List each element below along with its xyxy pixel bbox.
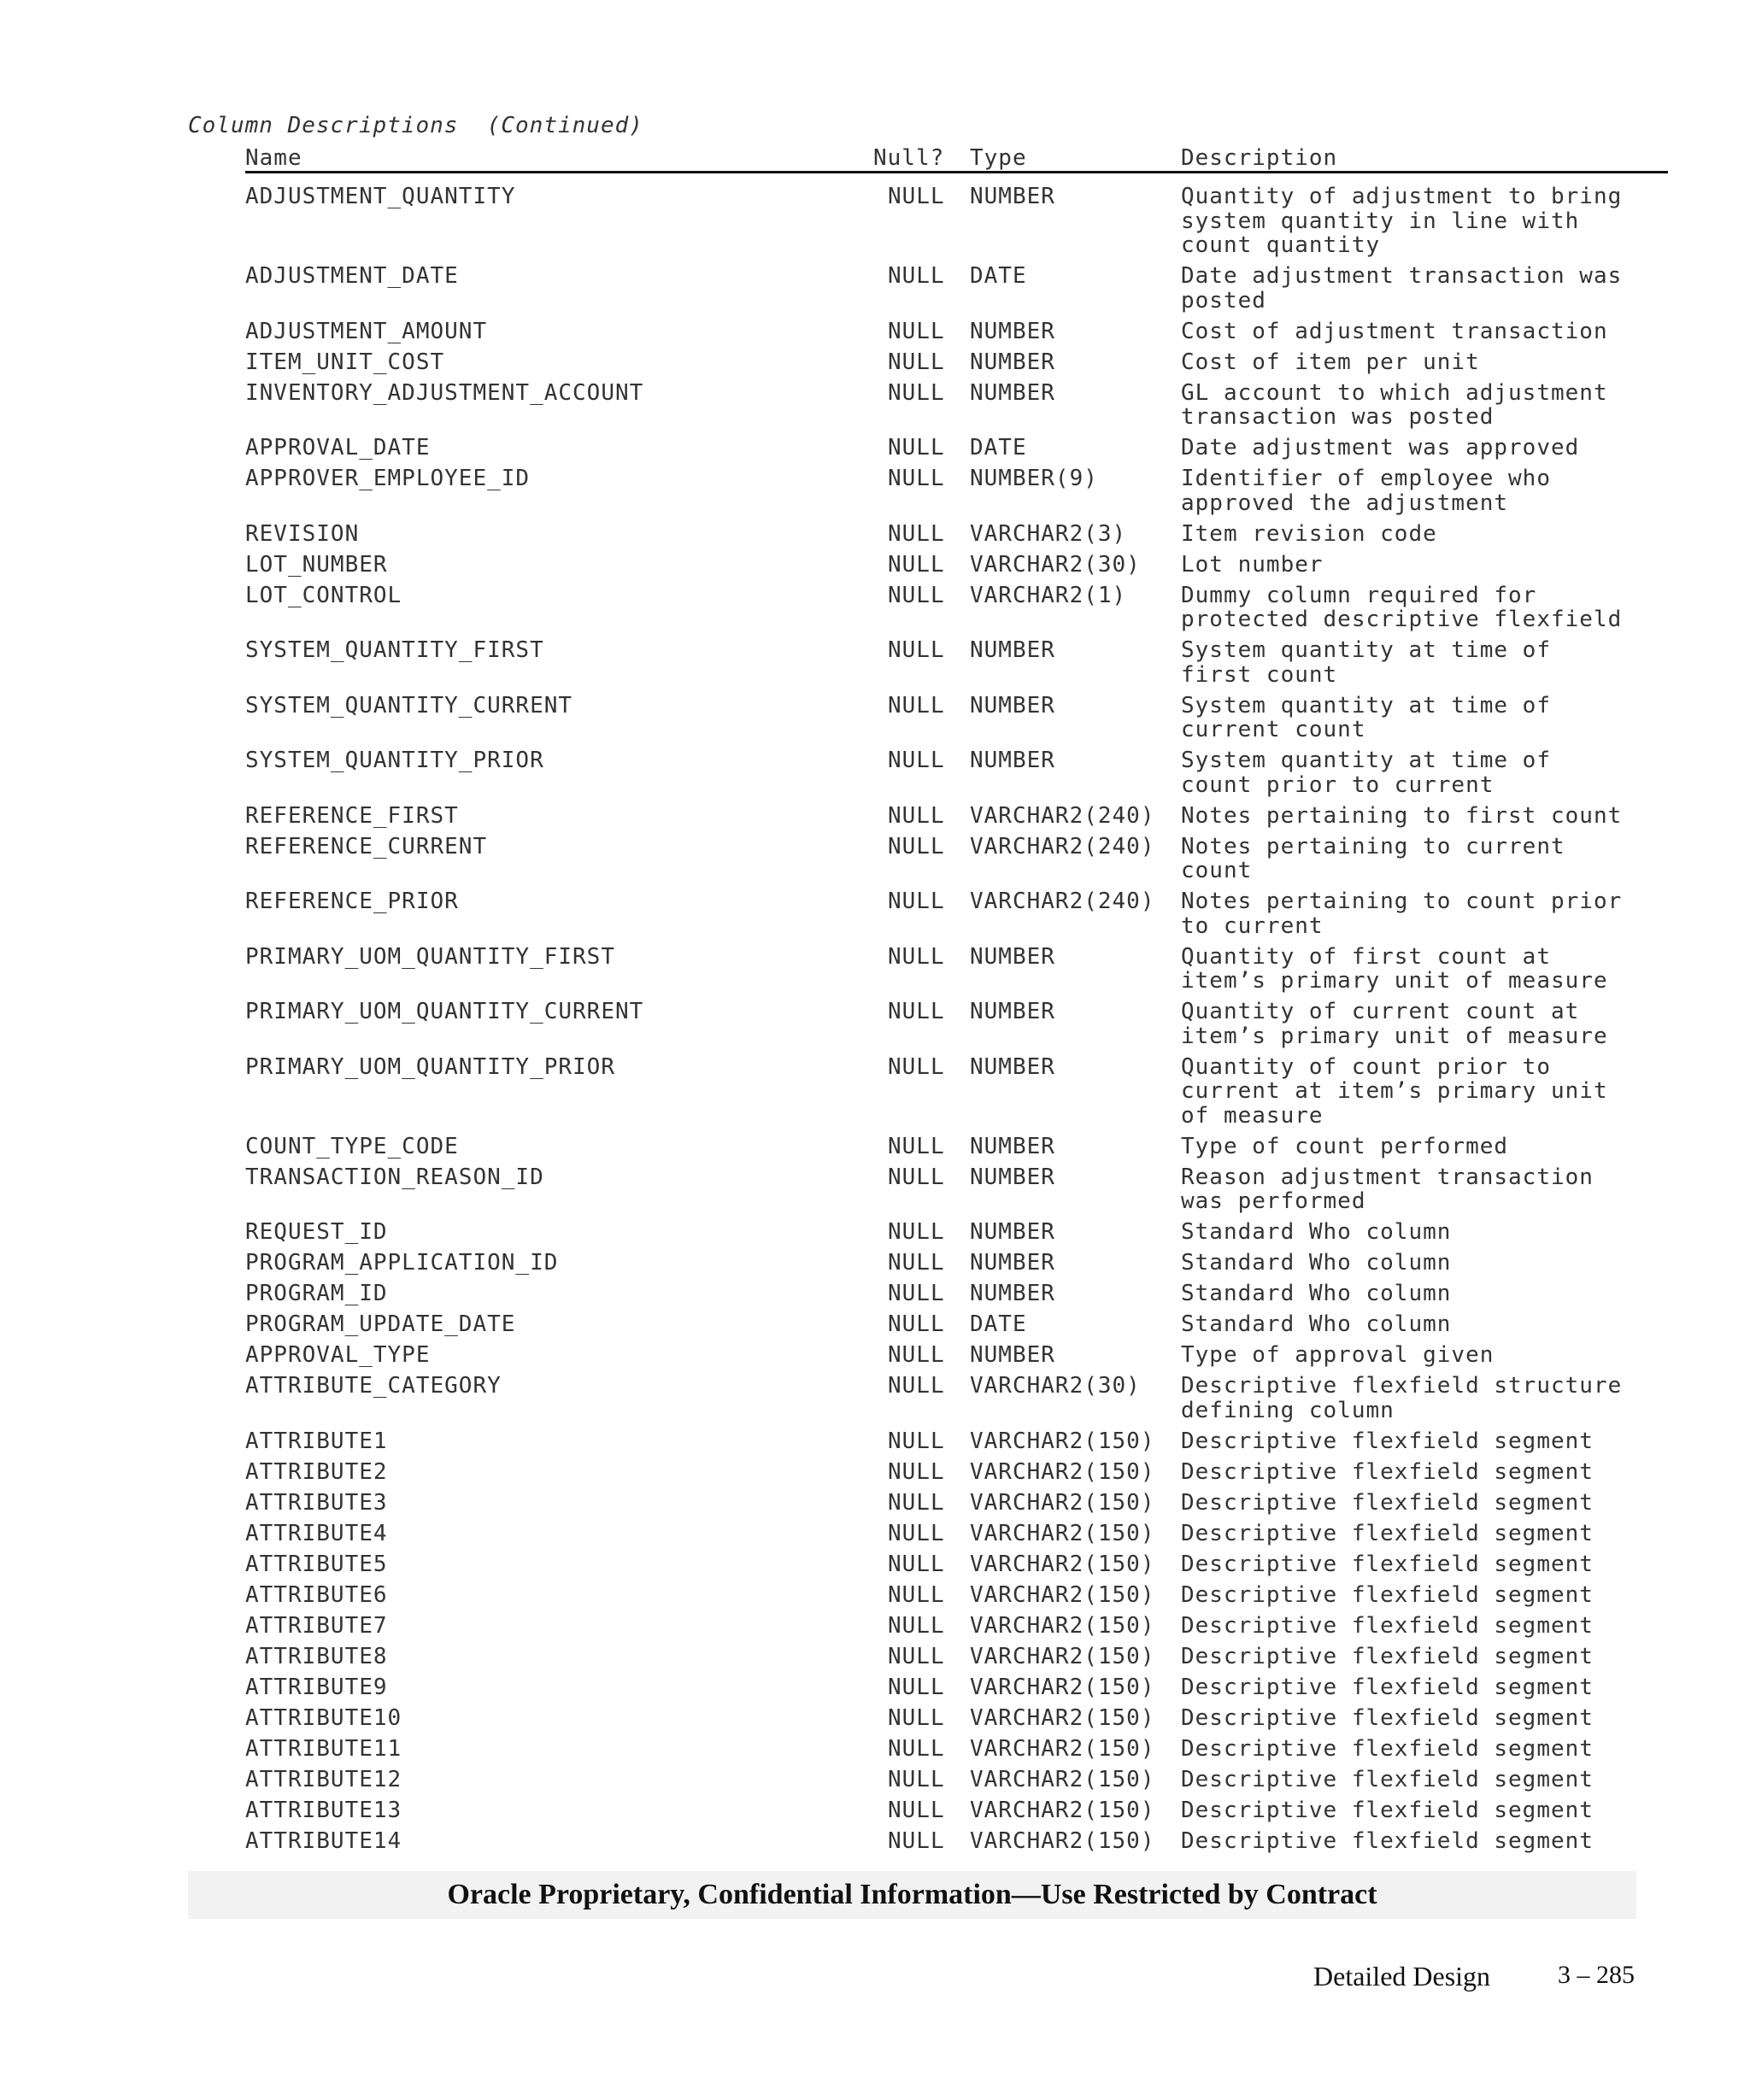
table-row xyxy=(0,1000,1750,1048)
column-name: TRANSACTION_REASON_ID xyxy=(245,1164,544,1190)
description-line: System quantity at time of xyxy=(1181,692,1551,719)
description-line: Descriptive flexfield segment xyxy=(1181,1581,1594,1608)
description-line: Descriptive flexfield segment xyxy=(1181,1458,1594,1485)
column-type: NUMBER xyxy=(970,1133,1055,1159)
description-line: Descriptive flexfield structure xyxy=(1181,1373,1623,1399)
table-row xyxy=(0,889,1750,938)
table-row xyxy=(0,1282,1750,1306)
column-name: REFERENCE_CURRENT xyxy=(245,833,488,859)
column-type: DATE xyxy=(970,263,1027,289)
table-row xyxy=(0,1251,1750,1276)
description-line: Identifier of employee who xyxy=(1181,466,1551,491)
column-name: REFERENCE_FIRST xyxy=(245,802,459,829)
column-nullability: NULL xyxy=(888,1674,945,1700)
description-line: Descriptive flexfield segment xyxy=(1181,1489,1594,1516)
table-row xyxy=(0,638,1750,687)
table-row xyxy=(0,1737,1750,1762)
column-nullability: NULL xyxy=(888,889,945,914)
column-name: PRIMARY_UOM_QUANTITY_CURRENT xyxy=(245,999,644,1024)
description-line: of measure xyxy=(1181,1102,1324,1129)
column-nullability: NULL xyxy=(888,1428,945,1454)
description-line: Standard Who column xyxy=(1181,1219,1452,1245)
column-type: NUMBER xyxy=(970,1219,1055,1245)
description-line: system quantity in line with xyxy=(1181,208,1580,234)
column-table-body xyxy=(0,185,1750,1860)
description-line: transaction was posted xyxy=(1181,404,1495,430)
table-row xyxy=(0,1460,1750,1485)
column-description xyxy=(1181,1798,1694,1823)
column-type: DATE xyxy=(970,1311,1027,1337)
column-nullability: NULL xyxy=(888,1612,945,1639)
column-description xyxy=(1181,638,1694,687)
column-name: PRIMARY_UOM_QUANTITY_PRIOR xyxy=(245,1053,615,1080)
column-name: REQUEST_ID xyxy=(245,1219,388,1245)
table-row xyxy=(0,945,1750,994)
column-description xyxy=(1181,835,1694,883)
column-name: LOT_NUMBER xyxy=(245,551,388,578)
column-description xyxy=(1181,553,1694,578)
column-name: ATTRIBUTE2 xyxy=(245,1458,388,1485)
table-row xyxy=(0,1429,1750,1454)
description-line: Descriptive flexfield segment xyxy=(1181,1674,1594,1700)
column-description xyxy=(1181,185,1694,258)
column-nullability: NULL xyxy=(888,1458,945,1485)
column-type: VARCHAR2(150) xyxy=(970,1458,1155,1485)
column-type: VARCHAR2(150) xyxy=(970,1674,1155,1700)
description-line: Date adjustment was approved xyxy=(1181,435,1580,460)
column-type: NUMBER xyxy=(970,637,1055,663)
column-name: SYSTEM_QUANTITY_PRIOR xyxy=(245,748,544,773)
description-line: System quantity at time of xyxy=(1181,637,1551,663)
description-line: count xyxy=(1181,858,1253,883)
description-line: item’s primary unit of measure xyxy=(1181,1023,1608,1049)
column-nullability: NULL xyxy=(888,551,945,578)
column-name: COUNT_TYPE_CODE xyxy=(245,1133,459,1159)
table-row xyxy=(0,1135,1750,1159)
table-row xyxy=(0,1165,1750,1214)
column-name: ATTRIBUTE7 xyxy=(245,1612,388,1639)
column-name: ATTRIBUTE3 xyxy=(245,1489,388,1516)
description-line: Descriptive flexfield segment xyxy=(1181,1797,1594,1823)
column-type: VARCHAR2(150) xyxy=(970,1827,1155,1854)
description-line: item’s primary unit of measure xyxy=(1181,968,1608,994)
table-row xyxy=(0,1220,1750,1245)
column-name: REFERENCE_PRIOR xyxy=(245,889,459,914)
column-nullability: NULL xyxy=(888,1735,945,1762)
column-name: ATTRIBUTE4 xyxy=(245,1520,388,1546)
column-type: VARCHAR2(150) xyxy=(970,1735,1155,1762)
column-description xyxy=(1181,1165,1694,1214)
description-line: Dummy column required for xyxy=(1181,582,1537,608)
description-line: posted xyxy=(1181,287,1266,314)
table-row xyxy=(0,1614,1750,1639)
column-name: ATTRIBUTE6 xyxy=(245,1581,388,1608)
column-name: PROGRAM_APPLICATION_ID xyxy=(245,1250,559,1276)
column-nullability: NULL xyxy=(888,1581,945,1608)
column-description xyxy=(1181,381,1694,430)
column-type: NUMBER xyxy=(970,379,1055,406)
column-nullability: NULL xyxy=(888,637,945,663)
column-nullability: NULL xyxy=(888,748,945,773)
column-name: REVISION xyxy=(245,520,360,547)
column-nullability: NULL xyxy=(888,435,945,460)
column-name: ATTRIBUTE13 xyxy=(245,1797,402,1823)
column-nullability: NULL xyxy=(888,1489,945,1516)
table-row xyxy=(0,835,1750,883)
section-title: Column Descriptions (Continued) xyxy=(188,113,643,138)
column-nullability: NULL xyxy=(888,379,945,406)
description-line: Descriptive flexfield segment xyxy=(1181,1551,1594,1577)
table-row xyxy=(0,1768,1750,1792)
column-name: SYSTEM_QUANTITY_FIRST xyxy=(245,637,544,663)
column-nullability: NULL xyxy=(888,1133,945,1159)
description-line: Cost of adjustment transaction xyxy=(1181,318,1608,344)
column-name: ATTRIBUTE8 xyxy=(245,1643,388,1669)
column-name: APPROVAL_TYPE xyxy=(245,1342,431,1368)
column-name: ATTRIBUTE9 xyxy=(245,1674,388,1700)
column-type: VARCHAR2(150) xyxy=(970,1520,1155,1546)
column-nullability: NULL xyxy=(888,1250,945,1276)
column-name: INVENTORY_ADJUSTMENT_ACCOUNT xyxy=(245,379,644,406)
column-description xyxy=(1181,1645,1694,1669)
table-row xyxy=(0,466,1750,515)
column-name: PROGRAM_UPDATE_DATE xyxy=(245,1311,516,1337)
column-nullability: NULL xyxy=(888,1219,945,1245)
column-nullability: NULL xyxy=(888,833,945,859)
column-description xyxy=(1181,320,1694,344)
column-description xyxy=(1181,1522,1694,1546)
description-line: System quantity at time of xyxy=(1181,748,1551,773)
column-description xyxy=(1181,1251,1694,1276)
table-row xyxy=(0,1312,1750,1337)
table-row xyxy=(0,1645,1750,1669)
column-type: VARCHAR2(150) xyxy=(970,1581,1155,1608)
column-type: VARCHAR2(150) xyxy=(970,1428,1155,1454)
column-description xyxy=(1181,1460,1694,1485)
table-row xyxy=(0,1522,1750,1546)
column-nullability: NULL xyxy=(888,1281,945,1306)
column-name: PRIMARY_UOM_QUANTITY_FIRST xyxy=(245,943,615,970)
description-line: current count xyxy=(1181,717,1366,742)
column-description xyxy=(1181,1675,1694,1700)
header-rule xyxy=(245,171,1668,173)
column-description xyxy=(1181,1374,1694,1422)
table-row xyxy=(0,748,1750,797)
description-line: Lot number xyxy=(1181,551,1324,578)
column-name: APPROVAL_DATE xyxy=(245,435,431,460)
column-nullability: NULL xyxy=(888,1766,945,1792)
description-line: count prior to current xyxy=(1181,771,1495,798)
column-name: ADJUSTMENT_AMOUNT xyxy=(245,318,488,344)
column-nullability: NULL xyxy=(888,1797,945,1823)
column-name: PROGRAM_ID xyxy=(245,1281,388,1306)
table-row xyxy=(0,1675,1750,1700)
column-description xyxy=(1181,466,1694,515)
column-nullability: NULL xyxy=(888,692,945,719)
footer-section-title: Detailed Design xyxy=(1313,1961,1491,1991)
column-name: ATTRIBUTE14 xyxy=(245,1827,402,1854)
column-type: VARCHAR2(1) xyxy=(970,582,1127,608)
column-type: VARCHAR2(150) xyxy=(970,1489,1155,1516)
table-row xyxy=(0,185,1750,258)
column-type: VARCHAR2(30) xyxy=(970,551,1141,578)
column-description xyxy=(1181,1583,1694,1608)
description-line: Descriptive flexfield segment xyxy=(1181,1827,1594,1854)
page-number: 3 – 285 xyxy=(1558,1961,1635,1989)
table-row xyxy=(0,522,1750,547)
table-row xyxy=(0,350,1750,375)
column-nullability: NULL xyxy=(888,520,945,547)
column-description xyxy=(1181,1552,1694,1577)
table-row xyxy=(0,1798,1750,1823)
column-description xyxy=(1181,1343,1694,1368)
description-line: Standard Who column xyxy=(1181,1250,1452,1276)
table-row xyxy=(0,1552,1750,1577)
column-type: NUMBER xyxy=(970,748,1055,773)
column-type: VARCHAR2(240) xyxy=(970,889,1155,914)
column-description xyxy=(1181,1055,1694,1129)
column-type: NUMBER xyxy=(970,999,1055,1024)
column-description xyxy=(1181,1829,1694,1854)
table-row xyxy=(0,1343,1750,1368)
description-line: Descriptive flexfield segment xyxy=(1181,1643,1594,1669)
column-type: VARCHAR2(150) xyxy=(970,1612,1155,1639)
column-nullability: NULL xyxy=(888,1643,945,1669)
column-description xyxy=(1181,945,1694,994)
column-description xyxy=(1181,436,1694,460)
description-line: Date adjustment transaction was xyxy=(1181,263,1623,289)
table-row xyxy=(0,1583,1750,1608)
column-type: VARCHAR2(240) xyxy=(970,802,1155,829)
column-nullability: NULL xyxy=(888,466,945,491)
column-nullability: NULL xyxy=(888,1373,945,1399)
column-nullability: NULL xyxy=(888,1311,945,1337)
column-description xyxy=(1181,804,1694,829)
column-type: VARCHAR2(3) xyxy=(970,520,1127,547)
column-nullability: NULL xyxy=(888,802,945,829)
column-description xyxy=(1181,1135,1694,1159)
column-description xyxy=(1181,350,1694,375)
column-name: ATTRIBUTE12 xyxy=(245,1766,402,1792)
column-nullability: NULL xyxy=(888,349,945,375)
description-line: Notes pertaining to first count xyxy=(1181,802,1623,829)
column-nullability: NULL xyxy=(888,943,945,970)
description-line: Cost of item per unit xyxy=(1181,349,1480,375)
column-name: ATTRIBUTE10 xyxy=(245,1704,402,1731)
column-name: ATTRIBUTE5 xyxy=(245,1551,388,1577)
table-row xyxy=(0,1829,1750,1854)
column-type: NUMBER xyxy=(970,184,1055,209)
column-nullability: NULL xyxy=(888,1520,945,1546)
column-nullability: NULL xyxy=(888,1053,945,1080)
column-description xyxy=(1181,694,1694,742)
table-row xyxy=(0,264,1750,313)
description-line: count quantity xyxy=(1181,232,1381,258)
description-line: Descriptive flexfield segment xyxy=(1181,1612,1594,1639)
description-line: Type of approval given xyxy=(1181,1342,1495,1368)
description-line: Descriptive flexfield segment xyxy=(1181,1766,1594,1792)
description-line: first count xyxy=(1181,661,1338,688)
column-type: NUMBER xyxy=(970,943,1055,970)
column-name: ATTRIBUTE11 xyxy=(245,1735,402,1762)
column-description xyxy=(1181,1312,1694,1337)
column-description xyxy=(1181,1491,1694,1516)
column-description xyxy=(1181,1282,1694,1306)
description-line: Type of count performed xyxy=(1181,1133,1509,1159)
description-line: Standard Who column xyxy=(1181,1281,1452,1306)
column-type: NUMBER xyxy=(970,1281,1055,1306)
column-description xyxy=(1181,1706,1694,1731)
table-row xyxy=(0,320,1750,344)
column-header-name: Name xyxy=(245,145,302,171)
table-row xyxy=(0,553,1750,578)
description-line: Descriptive flexfield segment xyxy=(1181,1520,1594,1546)
table-row xyxy=(0,694,1750,742)
table-row xyxy=(0,1055,1750,1129)
column-name: ATTRIBUTE_CATEGORY xyxy=(245,1373,502,1399)
column-nullability: NULL xyxy=(888,1164,945,1190)
column-nullability: NULL xyxy=(888,582,945,608)
column-description xyxy=(1181,1000,1694,1048)
column-type: VARCHAR2(150) xyxy=(970,1766,1155,1792)
column-name: ADJUSTMENT_QUANTITY xyxy=(245,184,516,209)
column-nullability: NULL xyxy=(888,263,945,289)
column-name: ADJUSTMENT_DATE xyxy=(245,263,459,289)
column-type: NUMBER xyxy=(970,1053,1055,1080)
description-line: current at item’s primary unit xyxy=(1181,1078,1608,1104)
description-line: Descriptive flexfield segment xyxy=(1181,1428,1594,1454)
description-line: GL account to which adjustment xyxy=(1181,379,1608,406)
column-header-description: Description xyxy=(1181,145,1338,171)
column-description xyxy=(1181,1220,1694,1245)
column-type: NUMBER xyxy=(970,692,1055,719)
column-type: NUMBER xyxy=(970,318,1055,344)
column-header-null: Null? xyxy=(873,145,945,171)
column-type: DATE xyxy=(970,435,1027,460)
column-type: VARCHAR2(30) xyxy=(970,1373,1141,1399)
column-type: VARCHAR2(240) xyxy=(970,833,1155,859)
description-line: approved the adjustment xyxy=(1181,490,1509,516)
column-name: APPROVER_EMPLOYEE_ID xyxy=(245,466,531,491)
column-description xyxy=(1181,748,1694,797)
confidentiality-banner: Oracle Proprietary, Confidential Information––Use Restricted by Contract xyxy=(188,1871,1636,1919)
description-line: Descriptive flexfield segment xyxy=(1181,1735,1594,1762)
description-line: Descriptive flexfield segment xyxy=(1181,1704,1594,1731)
column-nullability: NULL xyxy=(888,318,945,344)
table-row xyxy=(0,1374,1750,1422)
column-description xyxy=(1181,889,1694,938)
column-type: NUMBER xyxy=(970,1164,1055,1190)
column-nullability: NULL xyxy=(888,999,945,1024)
column-name: ITEM_UNIT_COST xyxy=(245,349,445,375)
description-line: Quantity of current count at xyxy=(1181,999,1580,1024)
column-description xyxy=(1181,1737,1694,1762)
table-row xyxy=(0,1706,1750,1731)
column-type: NUMBER(9) xyxy=(970,466,1098,491)
table-row xyxy=(0,436,1750,460)
table-row xyxy=(0,1491,1750,1516)
description-line: was performed xyxy=(1181,1188,1366,1214)
description-line: protected descriptive flexfield xyxy=(1181,607,1623,632)
table-row xyxy=(0,584,1750,632)
column-description xyxy=(1181,1768,1694,1792)
table-row xyxy=(0,381,1750,430)
description-line: Standard Who column xyxy=(1181,1311,1452,1337)
description-line: Item revision code xyxy=(1181,520,1437,547)
column-nullability: NULL xyxy=(888,184,945,209)
column-nullability: NULL xyxy=(888,1342,945,1368)
column-description xyxy=(1181,1429,1694,1454)
column-name: LOT_CONTROL xyxy=(245,582,402,608)
column-nullability: NULL xyxy=(888,1551,945,1577)
column-header-type: Type xyxy=(970,145,1027,171)
description-line: Quantity of first count at xyxy=(1181,943,1551,970)
description-line: Reason adjustment transaction xyxy=(1181,1164,1594,1190)
column-description xyxy=(1181,584,1694,632)
column-nullability: NULL xyxy=(888,1827,945,1854)
description-line: Quantity of count prior to xyxy=(1181,1053,1551,1080)
column-type: VARCHAR2(150) xyxy=(970,1551,1155,1577)
description-line: Quantity of adjustment to bring xyxy=(1181,184,1623,209)
column-description xyxy=(1181,264,1694,313)
column-type: VARCHAR2(150) xyxy=(970,1643,1155,1669)
column-name: SYSTEM_QUANTITY_CURRENT xyxy=(245,692,573,719)
column-type: VARCHAR2(150) xyxy=(970,1797,1155,1823)
column-description xyxy=(1181,522,1694,547)
description-line: to current xyxy=(1181,912,1324,939)
description-line: Notes pertaining to count prior xyxy=(1181,889,1623,914)
column-type: VARCHAR2(150) xyxy=(970,1704,1155,1731)
description-line: defining column xyxy=(1181,1397,1395,1423)
column-type: NUMBER xyxy=(970,1342,1055,1368)
column-type: NUMBER xyxy=(970,349,1055,375)
column-nullability: NULL xyxy=(888,1704,945,1731)
table-row xyxy=(0,804,1750,829)
column-description xyxy=(1181,1614,1694,1639)
column-type: NUMBER xyxy=(970,1250,1055,1276)
column-name: ATTRIBUTE1 xyxy=(245,1428,388,1454)
description-line: Notes pertaining to current xyxy=(1181,833,1565,859)
